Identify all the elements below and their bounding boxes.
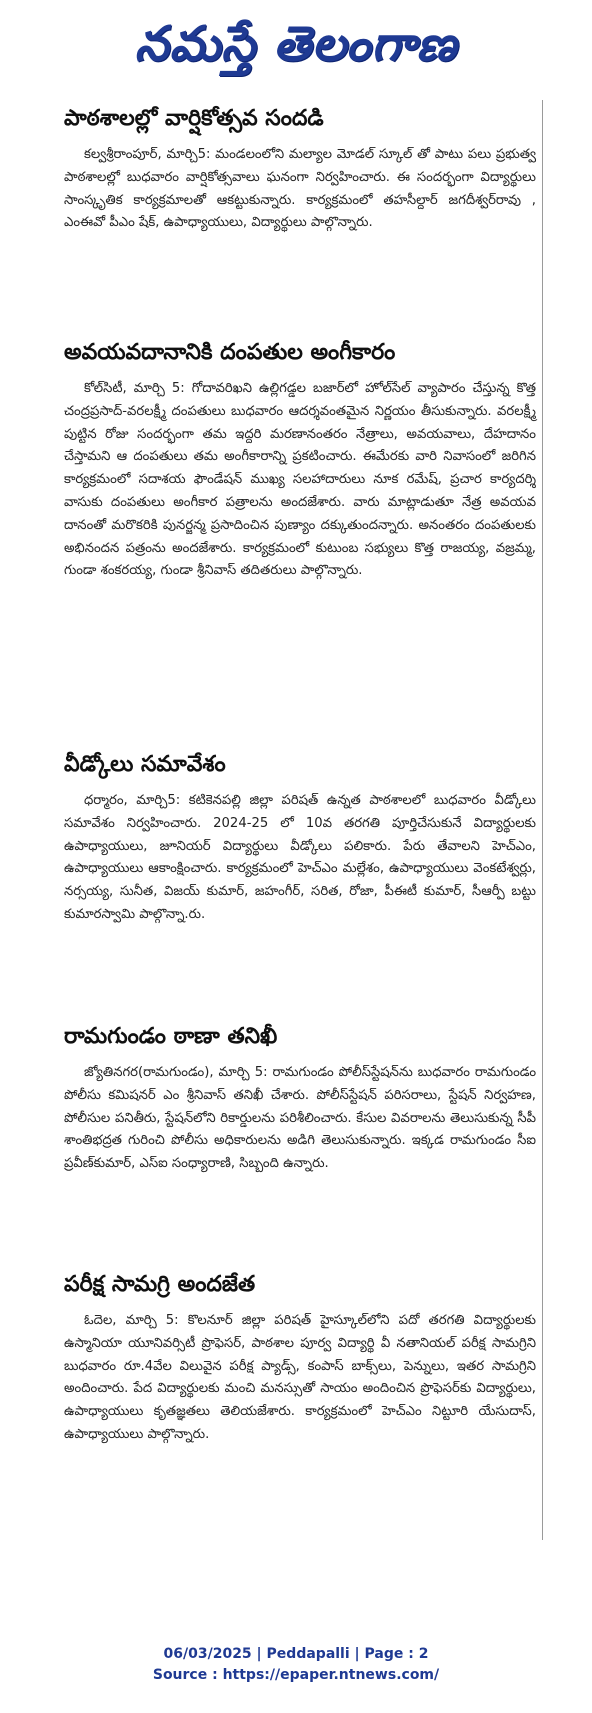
article-body: ధర్మారం, మార్చి5: కటికెనపల్లి జిల్లా పరిషత్ ఉన్నత పాఠశాలలో బుధవారం వీడ్కోలు సమావేశం నిర్వహించారు. 2024-25 లో 10వ తరగతి పూర్తిచేసుకునే విద్యార్థులకు ఉపాధ్యాయులు, జూనియర్ విద్యార్థులు వీడ్కోలు పలికారు. పేరు తేవాలని హెచ్‌ఎం, ఉపాధ్యాయులు ఆకాంక్షించారు. కార్యక్రమంలో హెచ్‌ఎం మల్లేశం, ఉపాధ్యాయులు వెంకటేశ్వర్లు, నర్సయ్య, సునీత, విజయ్ కుమార్, జహంగీర్, సరిత, రోజా, పీఈటీ కుమార్, సీఆర్పీ బట్టు కుమారస్వామి పాల్గొన్నా.రు.	[64, 793, 536, 922]
page-footer	[0, 1644, 592, 1686]
footer-source: Source : https://epaper.ntnews.com/	[152, 1667, 440, 1683]
article-body: జ్యోతినగర(రామగుండం), మార్చి 5: రామగుండం పోలీస్‌స్టేషన్‌ను బుధవారం రామగుండం పోలీసు కమిషనర్ ఎం శ్రీనివాస్ తనిఖీ చేశారు. పోలీస్‌స్టేషన్ పరిసరాలు, స్టేషన్ నిర్వహణ, పోలీసుల పనితీరు, స్టేషన్‌లోని రికార్డులను పరిశీలించారు. కేసుల వివరాలను తెలుసుకున్న సీపీ శాంతిభద్రత గురించి పోలీసు అధికారులను అడిగి తెలుసుకున్నారు. ఇక్కడ రామగుండం సీఐ ప్రవీణ్‌కుమార్, ఎస్ఐ సంధ్యారాణి, సిబ్బంది ఉన్నారు.	[64, 1065, 536, 1172]
article-exam-material	[64, 1270, 536, 1447]
article-body: ఓదెల, మార్చి 5: కొలనూర్ జిల్లా పరిషత్ హైస్కూల్‌లోని పదో తరగతి విద్యార్థులకు ఉస్మానియా యూనివర్సిటీ ప్రొఫెసర్, పాఠశాల పూర్వ విద్యార్థి వీ నతానియల్ పరీక్ష సామగ్రిని బుధవారం రూ.4వేల విలువైన పరీక్ష ప్యాడ్స్, కంపాస్ బాక్స్‌లు, పెన్నులు, ఇతర సామగ్రిని అందించారు. పేద విద్యార్థులకు మంచి మనస్సుతో సాయం అందించిన ప్రొఫెసర్‌కు విద్యార్థులు, ఉపాధ్యాయులు కృతజ్ఞతలు తెలియజేశారు. కార్యక్రమంలో హెచ్‌ఎం నిట్టూరి యేసుదాస్, ఉపాధ్యాయులు పాల్గొన్నారు.	[64, 1313, 536, 1442]
separator: |	[256, 1646, 267, 1662]
article-police-inspection	[64, 1022, 536, 1176]
masthead	[0, 0, 592, 100]
article-body: కల్వశ్రీరాంపూర్, మార్చి5: మండలంలోని మల్యాల మోడల్ స్కూల్ తో పాటు పలు ప్రభుత్వ పాఠశాలల్లో బుధవారం వార్షికోత్సవాలు ఘనంగా నిర్వహించారు. ఈ సందర్భంగా విద్యార్థులు సాంస్కృతిక కార్యక్రమాలతో ఆకట్టుకున్నారు. కార్యక్రమంలో తహసీల్దార్ జగదీశ్వర్‌రావు , ఎంఈవో పీఎం షేక్, ఉపాధ్యాయులు, విద్యార్థులు పాల్గొన్నారు.	[64, 147, 536, 231]
footer-date: 06/03/2025	[163, 1646, 252, 1662]
separator: |	[354, 1646, 365, 1662]
footer-edition: Peddapalli	[266, 1646, 350, 1662]
newspaper-logo: నమస్తే తెలంగాణ	[134, 16, 458, 72]
footer-page: Page : 2	[364, 1646, 429, 1662]
article-organ-donation	[64, 338, 536, 583]
article-headline: పరీక్ష సామగ్రి అందజేత	[64, 1272, 256, 1297]
article-body: కోల్‌సిటీ, మార్చి 5: గోదావరిఖని ఉల్లిగడ్డల బజార్‌లో హోల్‌సేల్ వ్యాపారం చేస్తున్న కొత్త చంద్రప్రసాద్-వరలక్ష్మీ దంపతులు బుధవారం ఆదర్శవంతమైన నిర్ణయం తీసుకున్నారు. వరలక్ష్మీ పుట్టిన రోజు సందర్భంగా తమ ఇద్దరి మరణానంతరం నేత్రాలు, అవయవాలు, దేహదానం చేస్తామని ఆ దంపతులు తమ అంగీకారాన్ని ప్రకటించారు. ఈమేరకు వారి నివాసంలో జరిగిన కార్యక్రమంలో సదాశయ ఫౌండేషన్ ముఖ్య సలహాదారులు నూక రమేష్, ప్రచార కార్యదర్శి వాసుకు దంపతులు అంగీకార పత్రాలను అందజేశారు. వారు మాట్లాడుతూ నేత్ర అవయవ దానంతో మరొకరికి పునర్జన్మ ప్రసాదించిన పుణ్యాం దక్కుతుందన్నారు. అనంతరం దంపతులకు అభినందన పత్రంను అందజేశారు. కార్యక్రమంలో కుటుంబ సభ్యులు కొత్త రాజయ్య, వజ్రమ్మ, గుండా శంకరయ్య, గుండా శ్రీనివాస్ తదితరులు పాల్గొన్నారు.	[64, 381, 536, 579]
article-annual-day	[64, 104, 536, 235]
article-headline: వీడ్కోలు సమావేశం	[64, 752, 226, 777]
footer-meta	[0, 1644, 592, 1664]
article-headline: రామగుండం ఠాణా తనిఖీ	[64, 1024, 278, 1049]
article-headline: అవయవదానానికి దంపతుల అంగీకారం	[64, 340, 396, 365]
article-farewell-meeting	[64, 750, 536, 927]
article-headline: పాఠశాలల్లో వార్షికోత్సవ సందడి	[64, 106, 324, 131]
